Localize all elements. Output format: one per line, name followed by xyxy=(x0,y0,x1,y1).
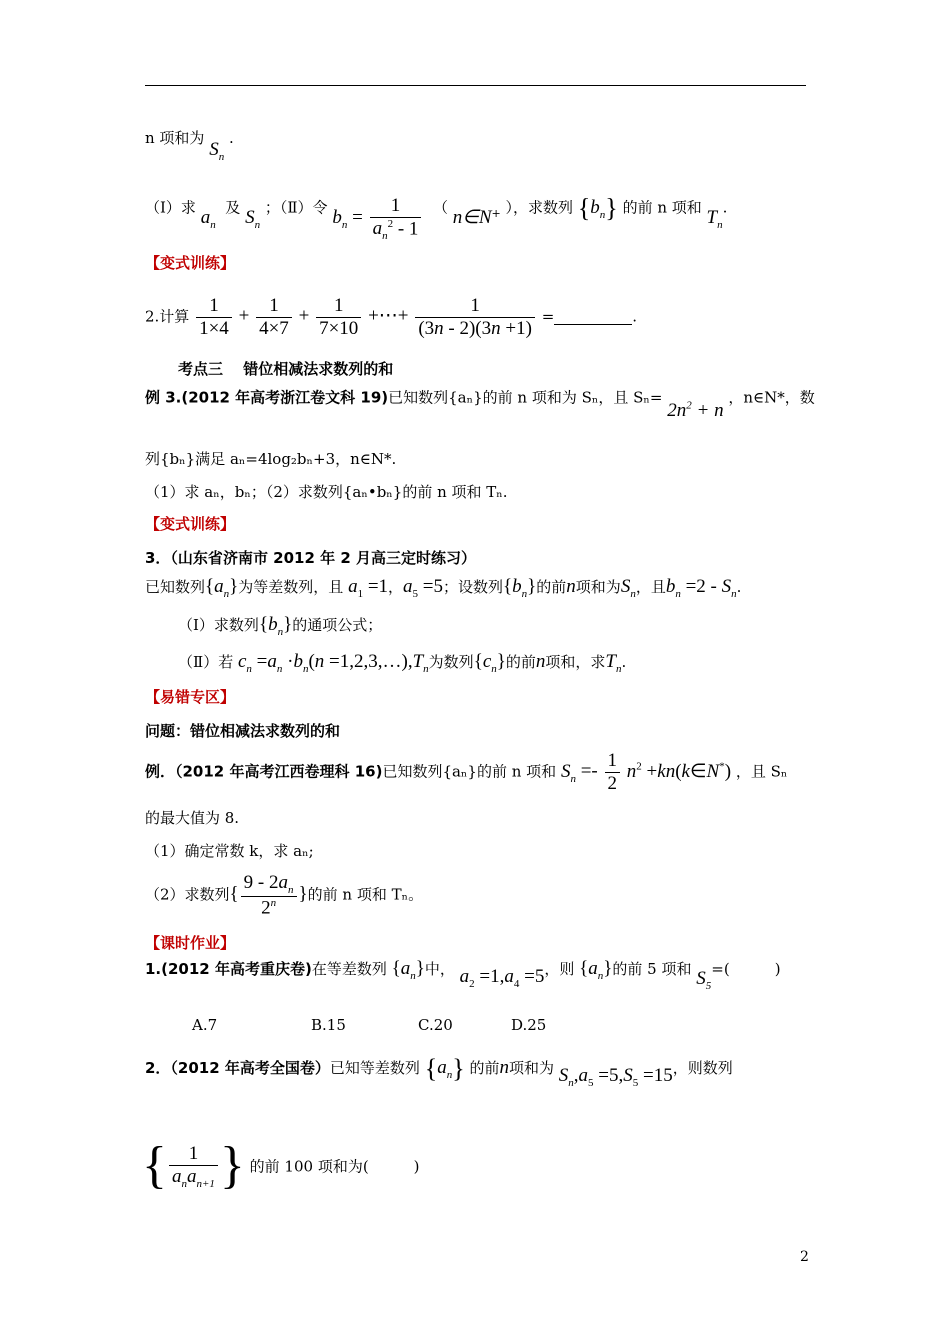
option-b: B.15 xyxy=(311,1016,346,1034)
option-c: C.20 xyxy=(418,1016,453,1034)
calc-line: 2.计算 $\frac{1}{1\times 4}$ + $\frac{1}{4\times 7}$ + $\frac{1}{7\times 10}$ +⋯+ $\frac{1}{(3n - 2)(3n +1)}$ = . xyxy=(145,295,638,339)
option-d: D.25 xyxy=(511,1016,547,1034)
sn-intro-line: n 项和为 $S_n$ . xyxy=(145,129,234,163)
problem-3-q2: （Ⅱ）若 $c_n =a_n \cdot b_n(n$ $=1,2,3,\dots),T_n$为数列$\{c_n\}$的前n项和，求$T_n$. xyxy=(178,651,627,675)
label-homework: 【课时作业】 xyxy=(145,934,236,952)
problem-3-source: 3．（山东省济南市 2012 年 2 月高三定时练习） xyxy=(145,549,477,567)
option-a: A.7 xyxy=(192,1016,218,1034)
homework-2-line: 2．（2012 年高考全国卷）已知等差数列 $\{a_n\}$ 的前n项和为 $S_n,a_5 =5,S_5 =15$，则数列 xyxy=(145,1054,733,1089)
section-heading: 考点三 错位相减法求数列的和 xyxy=(178,360,394,378)
header-rule xyxy=(145,85,806,86)
label-variant-training-2: 【变式训练】 xyxy=(145,515,236,533)
example-3-line-1: 例 3.(2012 年高考浙江卷文科 19)已知数列{aₙ}的前 n 项和为 Sₙ，且 $S_n= 2n^2 + n$ ，n∈N*，数 xyxy=(145,388,815,422)
label-error-zone: 【易错专区】 xyxy=(145,688,236,706)
homework-1-line: 1.(2012 年高考重庆卷)在等差数列 $\{a_n\}$中， $a_2 =1,a_4 =5$，则 $\{a_n\}$的前 5 项和 $S_5=$( ) xyxy=(145,958,781,992)
example-3-line-3: （1）求 aₙ，bₙ；（2）求数列{aₙ•bₙ}的前 n 项和 Tₙ. xyxy=(145,483,508,501)
homework-2-line-2: { $\frac{1}{a_na_{n+1}}$ } 的前 100 项和为( ) xyxy=(142,1137,420,1194)
label-variant-training-1: 【变式训练】 xyxy=(145,254,236,272)
bn-fraction: $\frac{1}{a_n^2 - 1}$ xyxy=(370,195,422,242)
question-1-line: （Ⅰ）求 $a_n$ 及 $S_n$ ；（Ⅱ）令 $b_n$ = $\frac{1}{a_n^2 - 1}$ （ n∈N+ ），求数列 $\{b_n\}$ 的前 n 项和 $T_n$. xyxy=(145,193,728,243)
example-line-1: 例．（2012 年高考江西卷理科 16)已知数列{aₙ}的前 n 项和 $S_n$ =- $\frac{1}{2}$ $n^2$ +kn(k∈N*) ，且 Sₙ xyxy=(145,750,788,794)
example-q1: （1）确定常数 k，求 aₙ; xyxy=(145,842,314,860)
answer-blank xyxy=(554,310,632,325)
problem-3-line-1: 已知数列$\{a_n\}$为等差数列，且 $a_1 =1$，$a_5 =5$；设数列$\{b_n\}$的前n项和为$S_n$，且$b_n =2 - S_n$. xyxy=(145,576,742,600)
problem-3-q1: （Ⅰ）求数列$\{b_n\}$的通项公式； xyxy=(178,614,383,638)
example-q2: （2）求数列{ $\frac{9 - 2a_n}{2^n}$ }的前 n 项和 Tₙ。 xyxy=(145,872,424,919)
page-number: 2 xyxy=(800,1249,809,1265)
example-line-2: 的最大值为 8. xyxy=(145,809,240,827)
issue-line: 问题：错位相减法求数列的和 xyxy=(145,722,341,740)
example-3-line-2: 列{bₙ}满足 aₙ=4log₂bₙ+3，n∈N*. xyxy=(145,450,397,468)
